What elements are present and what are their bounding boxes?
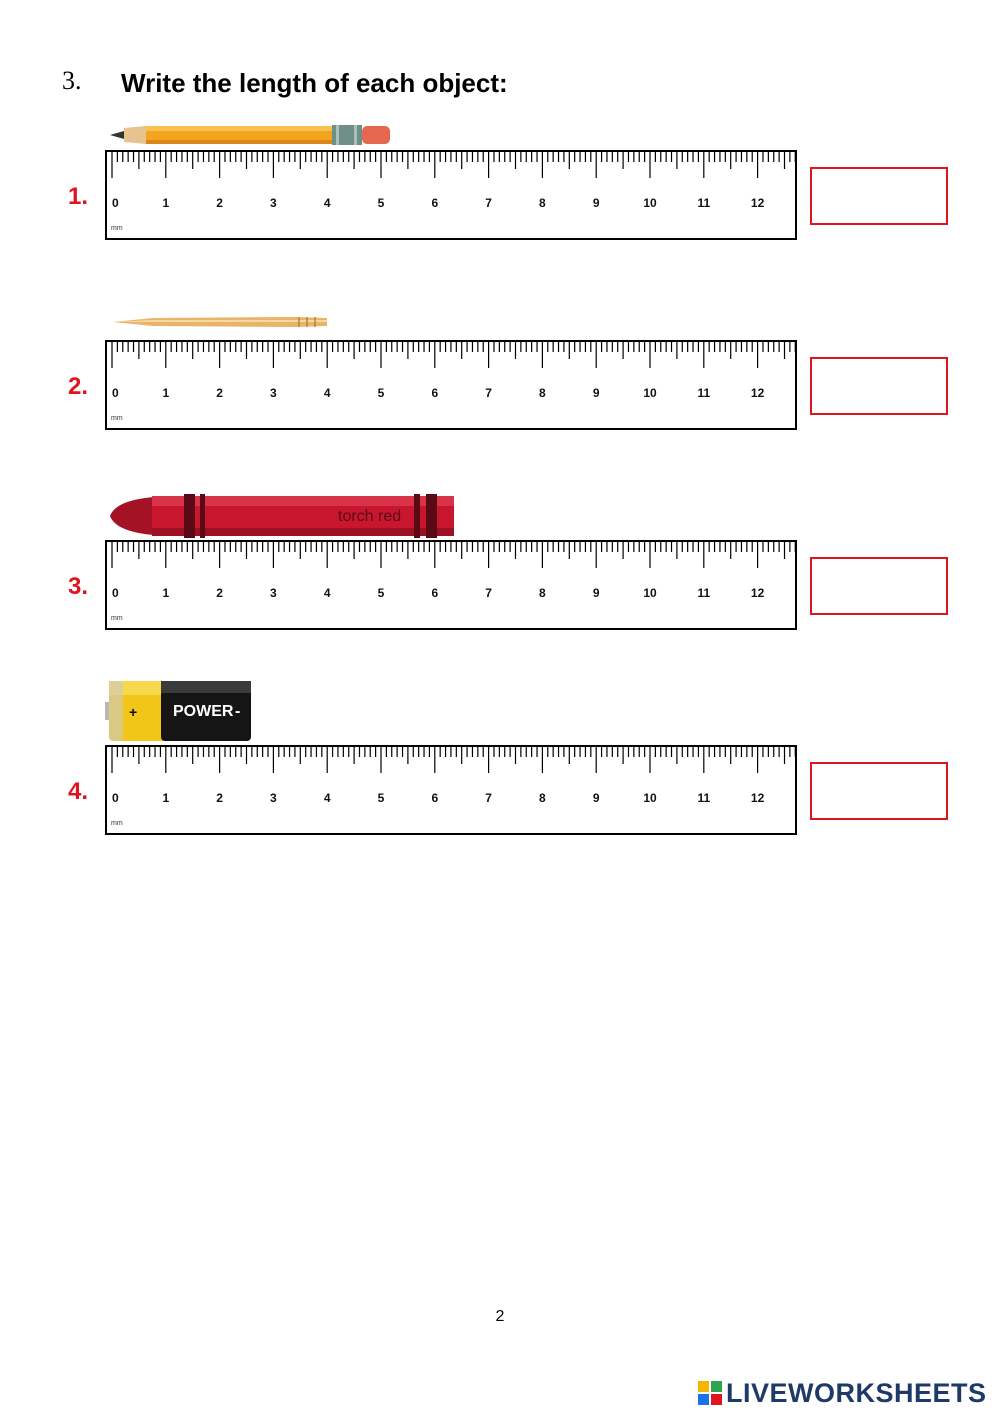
ruler-label: 1 <box>162 196 170 210</box>
ruler-unit: mm <box>111 225 123 232</box>
ruler-label: 0 <box>112 386 119 400</box>
exercise-number: 3. <box>68 573 89 600</box>
ruler-label: 6 <box>431 386 439 400</box>
ruler-label: 11 <box>697 196 711 210</box>
ruler-label: 1 <box>162 791 170 805</box>
crayon-label: torch red <box>338 508 402 525</box>
ruler-label: 7 <box>485 196 492 210</box>
ruler-label: 10 <box>643 386 657 400</box>
ruler-label: 7 <box>485 791 492 805</box>
ruler-label: 9 <box>592 386 600 400</box>
exercise-3 <box>0 505 1000 635</box>
ruler-label: 11 <box>697 586 711 600</box>
liveworksheets-logo <box>698 1378 987 1408</box>
ruler-label: 8 <box>539 196 546 210</box>
ruler-body <box>106 341 796 429</box>
ruler-label: 12 <box>750 791 765 805</box>
ruler-label: 0 <box>112 196 119 210</box>
answer-box[interactable] <box>810 557 948 615</box>
ruler-label: 6 <box>431 586 439 600</box>
ruler-label: 5 <box>377 791 385 805</box>
worksheet-heading: Write the length of each object: <box>121 68 508 98</box>
ruler-label: 2 <box>216 196 223 210</box>
ruler-label: 2 <box>216 791 223 805</box>
ruler-label: 2 <box>216 586 223 600</box>
ruler-label: 10 <box>643 196 657 210</box>
ruler-label: 5 <box>377 386 385 400</box>
page-number: 2 <box>495 1308 505 1325</box>
ruler-body <box>106 746 796 834</box>
battery-image <box>105 680 255 742</box>
ruler-unit: mm <box>111 415 123 422</box>
ruler-label: 8 <box>539 791 546 805</box>
exercise-1 <box>0 115 1000 245</box>
battery-plus: + <box>129 704 138 720</box>
exercise-number: 4. <box>68 778 89 805</box>
ruler <box>105 340 797 430</box>
battery-label: POWER <box>173 703 234 720</box>
ruler-label: 6 <box>431 791 439 805</box>
ruler-label: 9 <box>592 586 600 600</box>
ruler <box>105 150 797 240</box>
ruler-label: 10 <box>643 586 657 600</box>
exercise-number: 2. <box>68 373 89 400</box>
ruler-label: 4 <box>323 586 331 600</box>
answer-box[interactable] <box>810 167 948 225</box>
exercise-2 <box>0 305 1000 435</box>
ruler-body <box>106 541 796 629</box>
ruler-label: 3 <box>270 586 277 600</box>
ruler-unit: mm <box>111 615 123 622</box>
ruler <box>105 745 797 835</box>
ruler-label: 7 <box>485 386 492 400</box>
ruler-label: 8 <box>539 586 546 600</box>
ruler-label: 0 <box>112 791 119 805</box>
ruler-label: 1 <box>162 386 170 400</box>
crayon-image <box>108 491 463 541</box>
ruler-label: 2 <box>216 386 223 400</box>
ruler-label: 4 <box>323 386 331 400</box>
ruler-label: 10 <box>643 791 657 805</box>
ruler-label: 0 <box>112 586 119 600</box>
ruler-label: 9 <box>592 791 600 805</box>
worksheet-heading-number: 3. <box>62 66 82 95</box>
ruler-label: 12 <box>750 196 765 210</box>
ruler-label: 5 <box>377 196 385 210</box>
ruler-label: 11 <box>697 386 711 400</box>
ruler-label: 4 <box>323 196 331 210</box>
ruler-body <box>106 151 796 239</box>
ruler-label: 6 <box>431 196 439 210</box>
brand-name: LIVEWORKSHEETS <box>726 1377 987 1408</box>
ruler-unit: mm <box>111 820 123 827</box>
ruler-label: 9 <box>592 196 600 210</box>
answer-box[interactable] <box>810 357 948 415</box>
ruler <box>105 540 797 630</box>
ruler-label: 11 <box>697 791 711 805</box>
toothpick-image <box>113 314 331 330</box>
ruler-label: 12 <box>750 386 765 400</box>
battery-minus: - <box>235 703 241 720</box>
ruler-label: 8 <box>539 386 546 400</box>
ruler-label: 4 <box>323 791 331 805</box>
pencil-image <box>110 120 395 150</box>
answer-box[interactable] <box>810 762 948 820</box>
ruler-label: 1 <box>162 586 170 600</box>
logo-grid-icon <box>698 1381 722 1405</box>
ruler-label: 5 <box>377 586 385 600</box>
exercise-number: 1. <box>68 183 89 210</box>
exercise-4 <box>0 703 1000 840</box>
ruler-label: 3 <box>270 386 277 400</box>
ruler-label: 12 <box>750 586 765 600</box>
ruler-label: 3 <box>270 196 277 210</box>
ruler-label: 7 <box>485 586 492 600</box>
ruler-label: 3 <box>270 791 277 805</box>
